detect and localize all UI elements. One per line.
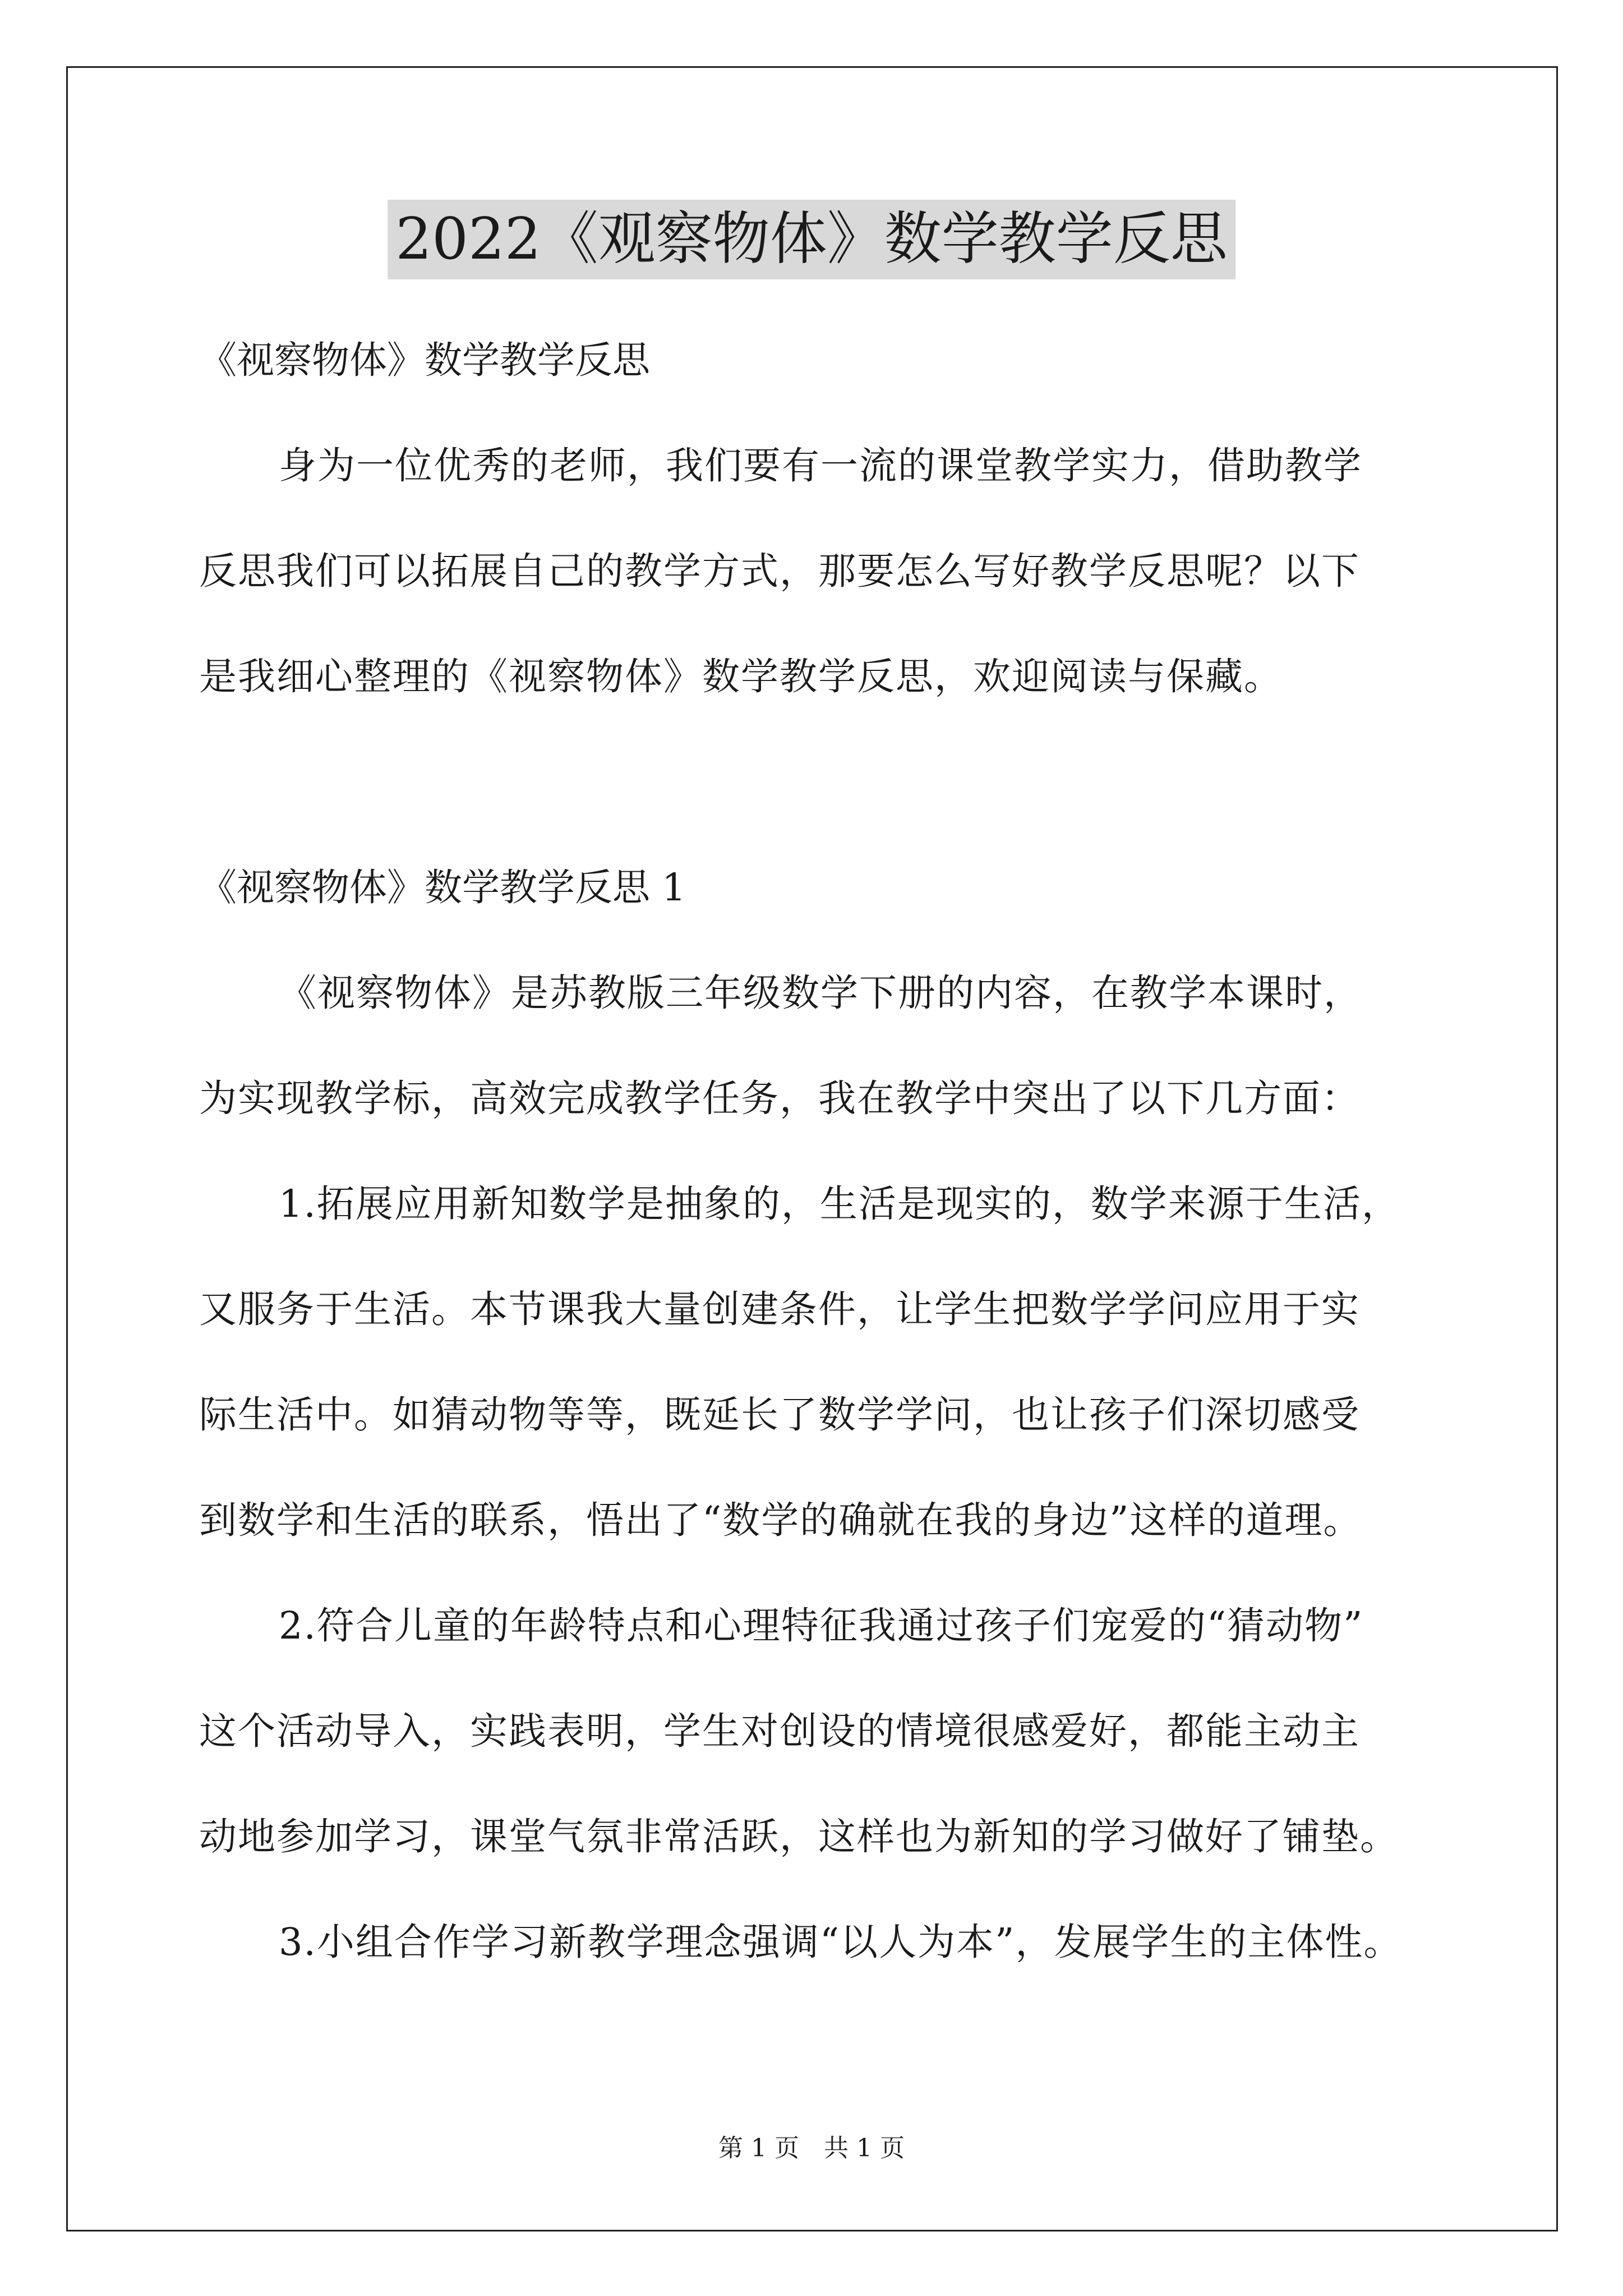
paragraph-line: 是我细心整理的《视察物体》数学教学反思，欢迎阅读与保藏。 bbox=[199, 655, 1283, 698]
paragraph-line: 反思我们可以拓展自己的教学方式，那要怎么写好教学反思呢？以下 bbox=[199, 549, 1360, 593]
paragraph-line: 动地参加学习，课堂气氛非常活跃，这样也为新知的学习做好了铺垫。 bbox=[199, 1815, 1399, 1858]
paragraph-line: 到数学和生活的联系，悟出了“数学的确就在我的身边”这样的道理。 bbox=[199, 1498, 1362, 1542]
section-heading: 《视察物体》数学教学反思 1 bbox=[199, 866, 686, 909]
paragraph-line: 3.小组合作学习新教学理念强调“以人为本”，发展学生的主体性。 bbox=[279, 1920, 1403, 1964]
paragraph-line: 《视察物体》是苏教版三年级数学下册的内容，在教学本课时， bbox=[279, 971, 1362, 1015]
document-body bbox=[199, 307, 1436, 1995]
page-number: 第 1 页 bbox=[718, 2134, 799, 2162]
section-heading: 《视察物体》数学教学反思 bbox=[199, 338, 650, 382]
paragraph-line: 这个活动导入，实践表明，学生对创设的情境很感爱好，都能主动主 bbox=[199, 1709, 1360, 1753]
paragraph-line: 2.符合儿童的年龄特点和心理特征我通过孩子们宠爱的“猜动物” bbox=[279, 1604, 1364, 1648]
paragraph-line: 1.拓展应用新知数学是抽象的，生活是现实的，数学来源于生活， bbox=[279, 1182, 1400, 1226]
paragraph-line: 身为一位优秀的老师，我们要有一流的课堂教学实力，借助教学 bbox=[279, 444, 1362, 487]
paragraph-spacer bbox=[199, 729, 1436, 835]
paragraph-line: 又服务于生活。本节课我大量创建条件，让学生把数学学问应用于实 bbox=[199, 1287, 1360, 1331]
paragraph-line: 际生活中。如猜动物等等，既延长了数学学问，也让孩子们深切感受 bbox=[199, 1393, 1360, 1437]
page-count: 共 1 页 bbox=[824, 2134, 905, 2162]
paragraph-line: 为实现教学标，高效完成教学任务，我在教学中突出了以下几方面： bbox=[199, 1076, 1360, 1120]
document-title: 2022《观察物体》数学教学反思 bbox=[388, 200, 1235, 279]
page-footer bbox=[0, 2132, 1623, 2165]
